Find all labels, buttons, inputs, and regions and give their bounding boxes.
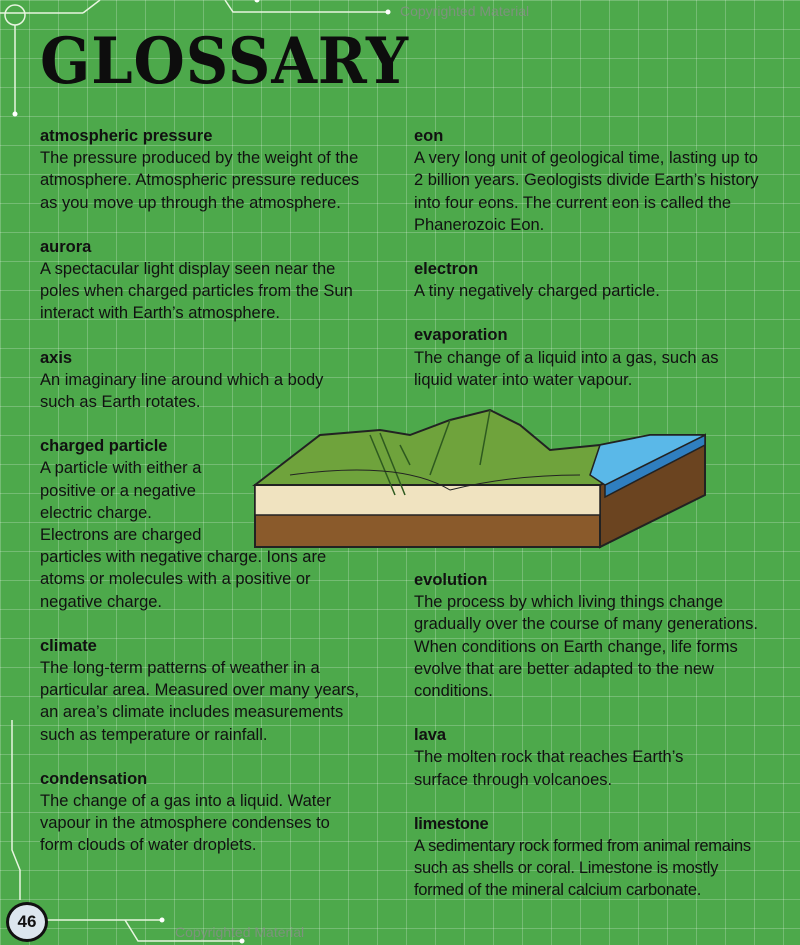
definition: The molten rock that reaches Earth’s surface through volcanoes. [414,748,684,789]
term: atmospheric pressure [40,127,213,145]
definition: The long-term patterns of weather in a particular area. Measured over many years, an area’s climate includes measurements such as temperature or rainfall. [40,659,360,744]
glossary-entry [414,125,759,236]
watermark-bottom: Copyrighted Material [175,924,305,940]
glossary-entry [40,236,370,325]
term: aurora [40,237,92,256]
glossary-entry [414,324,744,391]
glossary-entry [40,635,380,746]
glossary-entry [414,258,759,302]
term: axis [40,348,73,367]
definition-continued: particles with negative charge. Ions are atoms or molecules with a positive or negative charge. [40,548,327,611]
right-column-top [414,125,759,413]
term: charged particle [40,437,168,456]
term: evaporation [414,326,508,345]
glossary-entry [414,569,759,702]
definition: A tiny negatively charged particle. [414,282,660,301]
definition: The pressure produced by the weight of the atmosphere. Atmospheric pressure reduces as you move up through the atmosphere. [40,149,360,212]
definition: A spectacular light display seen near the poles when charged particles from the Sun interact with Earth’s atmosphere. [40,260,353,323]
glossary-entry [40,347,350,414]
definition: The change of a gas into a liquid. Water vapour in the atmosphere condenses to form clouds of water droplets. [40,792,332,855]
page-number: 46 [6,902,48,942]
right-column-bottom [414,569,759,924]
definition: An imaginary line around which a body such as Earth rotates. [40,370,324,412]
term: limestone [414,814,489,833]
watermark: Copyrighted Material [400,3,530,19]
page-title: GLOSSARY [40,24,409,99]
definition: The process by which living things change gradually over the course of many generations. When conditions on Earth change, life forms evolve that are better adapted to the new conditions. [414,593,758,701]
definition: A sedimentary rock formed from animal remains such as shells or coral. Limestone is mostly formed of the mineral calcium carbonate. [414,837,751,900]
landscape-block-illustration [250,405,710,555]
glossary-entry [40,768,360,857]
term: lava [414,726,447,745]
glossary-entry [40,125,370,214]
term: electron [414,260,479,279]
definition: A particle with either a positive or a negative electric charge. Electrons are charged [40,459,202,545]
term: climate [40,636,97,655]
definition: A very long unit of geological time, lasting up to 2 billion years. Geologists divide Earth’s history into four eons. The current eon is called the Phanerozoic Eon. [414,149,759,234]
term: eon [414,127,444,145]
glossary-entry [414,813,759,902]
definition: The change of a liquid into a gas, such as liquid water into water vapour. [414,348,719,389]
term: evolution [414,571,488,589]
term: condensation [40,769,148,788]
glossary-entry [414,724,724,791]
